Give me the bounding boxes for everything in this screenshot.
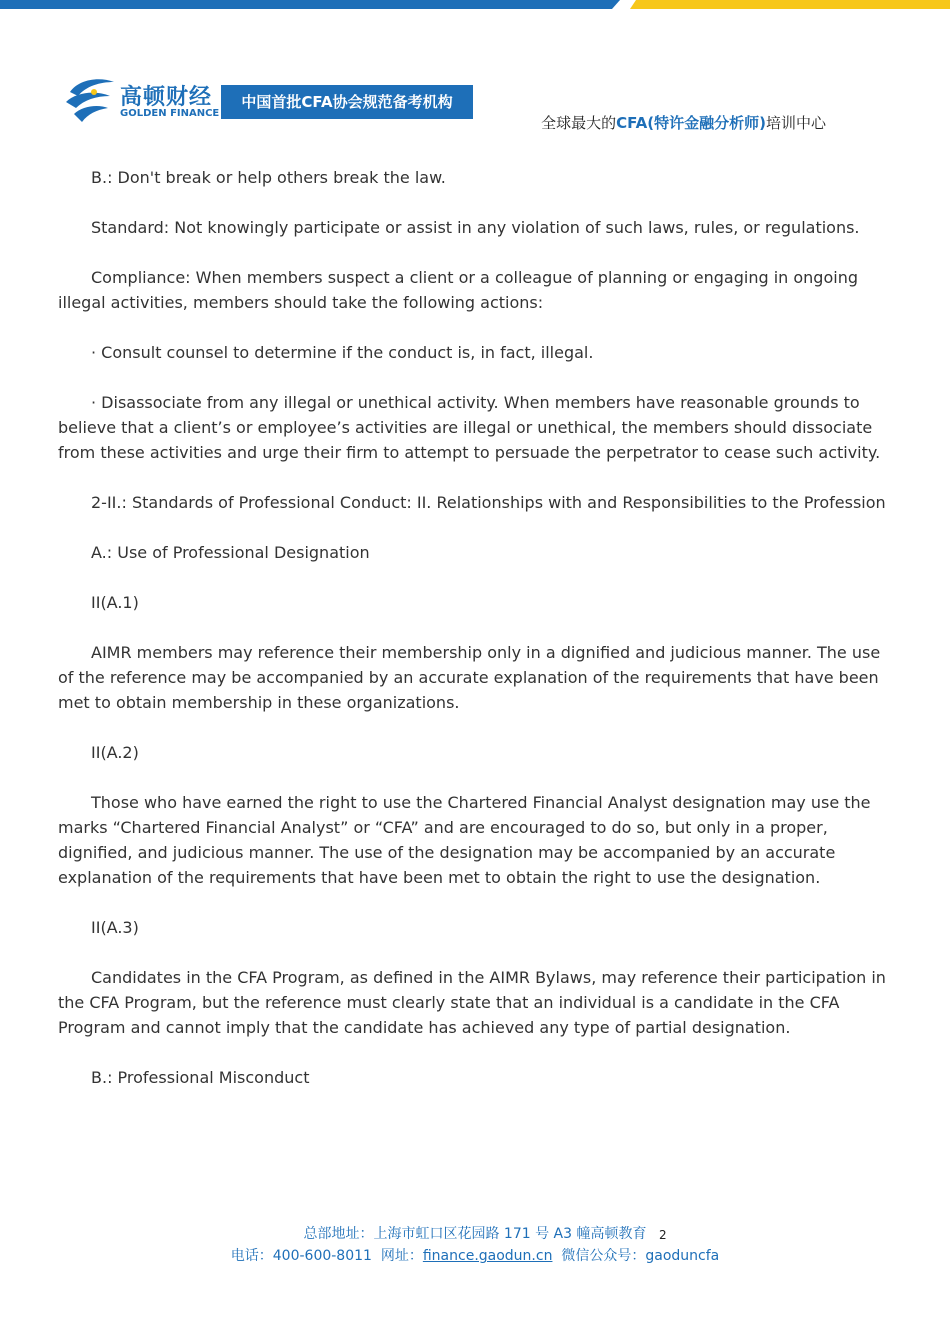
subsection-heading: A.: Use of Professional Designation	[91, 543, 370, 562]
paragraph: AIMR members may reference their membership only in a dignified and judicious manner. The use of the reference may be accompanied by an accurate explanation of the requirements that have been met to obtain membership in these organizations.	[58, 643, 881, 712]
top-bar-gold	[630, 0, 950, 9]
top-bar-blue	[0, 0, 620, 9]
header-badge: 中国首批CFA协会规范备考机构	[221, 85, 473, 119]
logo-chinese-name: 高顿财经	[120, 85, 213, 110]
footer-phone: 电话：400-600-8011	[230, 1248, 372, 1264]
logo-english-name: GOLDEN FINANCE	[120, 108, 220, 119]
paragraph: Candidates in the CFA Program, as defined in the AIMR Bylaws, may reference their participation in the CFA Program, but the reference must clearly state that an individual is a candidate in the CFA Program and cannot imply that the candidate has achieved any type of partial designation.	[58, 968, 886, 1037]
footer-wechat: 微信公众号：gaoduncfa	[561, 1248, 720, 1264]
footer-contact	[0, 1245, 950, 1265]
logo-wings-icon	[64, 70, 118, 124]
paragraph: B.: Don't break or help others break the law.	[91, 168, 446, 187]
paragraph: · Disassociate from any illegal or unethical activity. When members have reasonable grounds to believe that a client’s or employee’s activities are illegal or unethical, the members should dissociate from these activities and urge their firm to attempt to persuade the perpetrator to cease such activity.	[58, 393, 881, 462]
tagline-prefix: 全球最大的	[541, 114, 617, 132]
clause-label: II(A.2)	[91, 743, 139, 762]
paragraph: Standard: Not knowingly participate or assist in any violation of such laws, rules, or regulations.	[91, 218, 860, 237]
document-body	[58, 165, 888, 1115]
paragraph: Those who have earned the right to use the Chartered Financial Analyst designation may use the marks “Chartered Financial Analyst” or “CFA” and are encouraged to do so, but only in a proper, dignified, and judicious manner. The use of the designation may be accompanied by an accurate explanation of the requirements that have been met to obtain the right to use the designation.	[58, 793, 871, 887]
paragraph: · Consult counsel to determine if the conduct is, in fact, illegal.	[91, 343, 594, 362]
footer-address: 总部地址：上海市虹口区花园路 171 号 A3 幢高顿教育	[303, 1226, 647, 1242]
golden-finance-logo	[64, 70, 224, 126]
subsection-heading: B.: Professional Misconduct	[91, 1068, 310, 1087]
tagline-highlight: CFA(特许金融分析师)	[616, 114, 766, 132]
header-tagline	[541, 112, 826, 133]
tagline-suffix: 培训中心	[765, 114, 826, 132]
clause-label: II(A.1)	[91, 593, 139, 612]
footer-site-label: 网址：	[380, 1248, 423, 1264]
paragraph: Compliance: When members suspect a client or a colleague of planning or engaging in ongoing illegal activities, members should take the following actions:	[58, 268, 858, 312]
page-number: 2	[659, 1228, 667, 1242]
footer-site-link[interactable]: finance.gaodun.cn	[422, 1248, 553, 1264]
clause-label: II(A.3)	[91, 918, 139, 937]
section-heading: 2-II.: Standards of Professional Conduct: II. Relationships with and Responsibilities to the Profession	[91, 493, 886, 512]
